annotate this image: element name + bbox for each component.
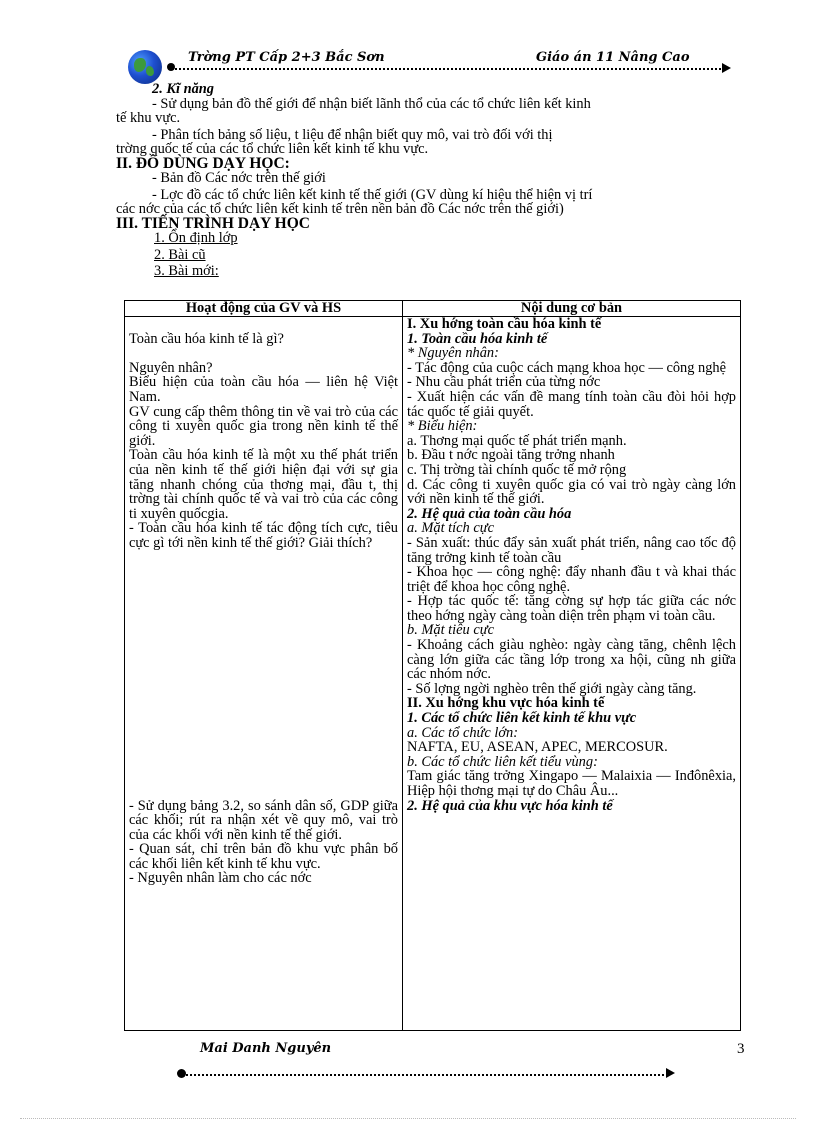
activity-q8: - Quan sát, chỉ trên bản đồ khu vực phân bố các khối liên kết kinh tế khu vực. [129, 841, 398, 872]
content-expr-3: c. Thị trờng tài chính quốc tế mở rộng [407, 461, 627, 478]
page-edge [20, 1118, 796, 1119]
content-h1-2: 2. Hệ quả của toàn cầu hóa [407, 505, 572, 522]
globe-logo-icon [128, 50, 162, 84]
content-cause-3: - Xuất hiện các vấn đề mang tính toàn cầu đòi hỏi hợp tác quốc tế giải quyết. [407, 388, 736, 420]
footer-author: Mai Danh Nguyên [200, 1041, 332, 1056]
tools-item-2-cont: các nớc của các tổ chức liên kết kinh tế trên nền bản đồ Các nớc trên thế giới) [116, 201, 564, 217]
table-header-activity: Hoạt động của GV và HS [125, 301, 403, 317]
content-neg-2: - Số lợng ngời nghèo trên thế giới ngày càng tăng. [407, 680, 697, 697]
header-school: Trờng PT Cấp 2+3 Bắc Sơn [188, 50, 385, 65]
content-neg-label: b. Mặt tiêu cực [407, 622, 494, 639]
content-big-label: a. Các tổ chức lớn: [407, 724, 519, 741]
skills-item-1-cont: tế khu vực. [116, 110, 181, 126]
process-step-1: 1. Ổn định lớp [154, 230, 238, 246]
header-arrow-icon [722, 63, 731, 73]
content-pos-2: - Khoa học — công nghệ: đẩy nhanh đầu t và khai thác triệt để khoa học công nghệ. [407, 564, 736, 595]
content-pos-3: - Hợp tác quốc tế: tăng cờng sự hợp tác giữa các nớc theo hớng ngày càng toàn diện trên phạm vi toàn cầu. [407, 593, 736, 624]
content-cause-2: - Nhu cầu phát triển của từng nớc [407, 374, 601, 391]
content-pos-1: - Sản xuất: thúc đẩy sản xuất phát triển, nâng cao tốc độ tăng trởng kinh tế toàn cầu [407, 534, 736, 566]
content-neg-1: - Khoảng cách giàu nghèo: ngày càng tăng, chênh lệch càng lớn giữa các tầng lớp trong xa hội, cũng nh giữa các nhóm nớc. [407, 637, 736, 683]
footer-arrow-icon [666, 1068, 675, 1078]
table-header-content: Nội dung cơ bản [403, 301, 741, 317]
lesson-table [124, 300, 741, 1031]
content-expr-1: a. Thơng mại quốc tế phát triển mạnh. [407, 432, 627, 449]
content-h2-2: 2. Hệ quả của khu vực hóa kinh tế [407, 797, 613, 814]
content-pos-label: a. Mặt tích cực [407, 520, 494, 537]
activity-q1: Toàn cầu hóa kinh tế là gì? [129, 330, 284, 347]
activity-q9: - Nguyên nhân làm cho các nớc [129, 870, 312, 887]
content-expr-4: d. Các công ti xuyên quốc gia có vai trò ngày càng lớn với nền kinh tế thế giới. [407, 476, 736, 508]
intro-section [116, 82, 749, 279]
process-step-3: 3. Bài mới: [154, 263, 219, 279]
content-h2-1: 1. Các tổ chức liên kết kinh tế khu vực [407, 710, 637, 727]
footer-dot-start [177, 1069, 186, 1078]
activity-q6: - Toàn cầu hóa kinh tế tác động tích cực, tiêu cực gì tới nền kinh tế thế giới? Giải thích? [129, 520, 398, 551]
header-rule [175, 68, 725, 70]
content-column [403, 317, 741, 1031]
activity-q7: - Sử dụng bảng 3.2, so sánh dân số, GDP giữa các khối; rút ra nhận xét về quy mô, vai trò của các khối với nền kinh tế thế giới. [129, 797, 398, 843]
tools-item-1: - Bản đồ Các nớc trên thế giới [152, 170, 326, 186]
activity-column [125, 317, 403, 1031]
content-h1: I. Xu hớng toàn cầu hóa kinh tế [407, 316, 602, 332]
content-expr-label: * Biểu hiện: [407, 418, 478, 435]
skills-title: 2. Kĩ năng [152, 81, 214, 97]
process-title: III. TIẾN TRÌNH DẠY HỌC [116, 214, 310, 232]
activity-q5: Toàn cầu hóa kinh tế là một xu thế phát triển của nền kinh tế thế giới hiện đại với sự gia tăng nhanh chóng của thơng mại, đầu t, thị trờng tài chính quốc tế và vai trò của các công ti xuyên quốcgia. [129, 447, 398, 522]
content-cause-label: * Nguyên nhân: [407, 345, 499, 362]
content-big-list: NAFTA, EU, ASEAN, APEC, MERCOSUR. [407, 739, 668, 756]
content-expr-2: b. Đầu t nớc ngoài tăng trởng nhanh [407, 447, 615, 464]
table-row [125, 317, 741, 1031]
tools-title: II. ĐỒ DÙNG DẠY HỌC: [116, 154, 290, 172]
tools-item-2: - Lợc đồ các tổ chức liên kết kinh tế thế giới (GV dùng kí hiệu thể hiện vị trí [152, 186, 593, 203]
header-dot-start [167, 63, 175, 71]
skills-item-1: - Sử dụng bản đồ thế giới để nhận biết lãnh thổ của các tổ chức liên kết kinh [152, 95, 591, 112]
content-sub-list: Tam giác tăng trởng Xingapo — Malaixia — Inđônêxia, Hiệp hội thơng mại tự do Châu Âu... [407, 768, 736, 799]
skills-item-2: - Phân tích bảng số liệu, t liệu để nhận biết quy mô, vai trò đối với thị [152, 126, 553, 143]
skills-item-2-cont: trờng quốc tế của các tổ chức liên kết kinh tế khu vực. [116, 141, 429, 157]
content-h1-1: 1. Toàn cầu hóa kinh tế [407, 330, 548, 347]
activity-q3: Biểu hiện của toàn cầu hóa — liên hệ Việt Nam. [129, 374, 398, 405]
page-number: 3 [737, 1041, 745, 1057]
content-h2: II. Xu hớng khu vực hóa kinh tế [407, 695, 605, 712]
table-header-row [125, 301, 741, 317]
footer-rule [186, 1074, 668, 1076]
content-cause-1: - Tác động của cuộc cách mạng khoa học — công nghệ [407, 359, 727, 376]
header-doc-title: Giáo án 11 Nâng Cao [536, 50, 690, 65]
content-sub-label: b. Các tổ chức liên kết tiểu vùng: [407, 753, 598, 770]
activity-q2: Nguyên nhân? [129, 359, 213, 376]
process-step-2: 2. Bài cũ [154, 246, 206, 263]
activity-q4: GV cung cấp thêm thông tin về vai trò của các công ti xuyên quốc gia trong nền kinh tế thế giới. [129, 403, 398, 449]
